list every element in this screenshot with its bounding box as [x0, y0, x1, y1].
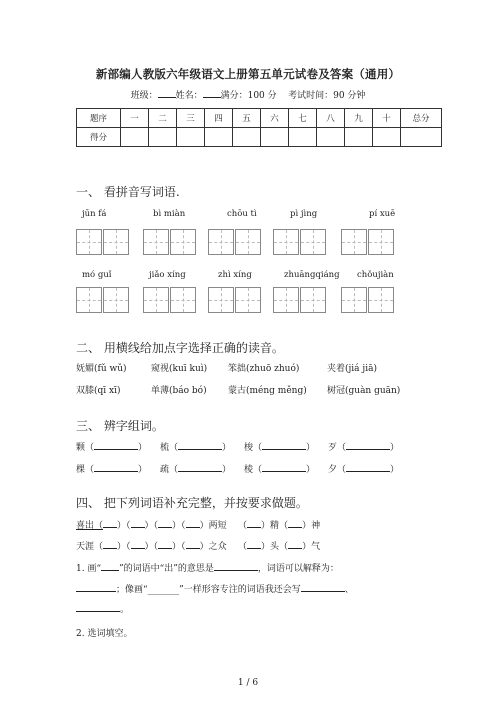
- idiom-blank[interactable]: [103, 539, 117, 549]
- writing-grid[interactable]: [76, 287, 130, 314]
- idiom-blank[interactable]: [131, 539, 145, 549]
- writing-grid[interactable]: [143, 229, 197, 256]
- idiom-line: [76, 539, 320, 552]
- word-blank[interactable]: [262, 440, 306, 450]
- char-label: 歹（: [328, 443, 347, 453]
- score-header-cell: 一: [121, 109, 149, 128]
- page-number: 1 / 6: [237, 678, 259, 688]
- pinyin: jūn fá: [82, 209, 107, 219]
- pinyin: pì jìng: [290, 209, 318, 219]
- idiom-text: 喜出（: [76, 521, 104, 531]
- word-blank[interactable]: [346, 440, 390, 450]
- word-blank-item: [160, 462, 231, 475]
- idiom-blank[interactable]: [288, 518, 302, 528]
- answer-blank[interactable]: [101, 561, 119, 571]
- section2-heading: 二、 用横线给加点字选择正确的读音。: [76, 341, 284, 355]
- idiom-text: ）（: [144, 521, 159, 531]
- question-text: 1. 画“: [76, 564, 102, 574]
- score-row: [77, 128, 442, 147]
- word-blank-item: [76, 462, 147, 475]
- close-paren: ）: [390, 443, 400, 453]
- score-header-cell: 三: [177, 109, 205, 128]
- score-cell[interactable]: [317, 128, 345, 147]
- question-text: 、: [344, 585, 354, 595]
- score-cell[interactable]: [373, 128, 401, 147]
- score-cell[interactable]: [261, 128, 289, 147]
- writing-grid[interactable]: [76, 229, 130, 256]
- score-cell[interactable]: [345, 128, 373, 147]
- close-paren: ）: [138, 465, 148, 475]
- pinyin: pí xuē: [369, 209, 396, 219]
- writing-grid[interactable]: [341, 229, 395, 256]
- word-blank[interactable]: [346, 462, 390, 472]
- score-header-cell: 十: [373, 109, 401, 128]
- reading-choice[interactable]: 笨拙(zhuō zhuó): [228, 364, 300, 374]
- close-paren: ）: [222, 443, 232, 453]
- score-header-cell: 二: [149, 109, 177, 128]
- idiom-blank[interactable]: [288, 539, 302, 549]
- question-1-end: [76, 602, 129, 615]
- answer-blank[interactable]: [76, 582, 116, 592]
- char-label: 颗（: [76, 443, 95, 453]
- char-label: 疏（: [160, 465, 179, 475]
- word-blank-item: [328, 462, 399, 475]
- word-blank[interactable]: [178, 440, 222, 450]
- reading-choice[interactable]: 窥视(kuī kuì): [151, 364, 208, 374]
- char-label: 梳（: [160, 443, 179, 453]
- reading-choice[interactable]: 树冠(guàn guān): [327, 386, 401, 396]
- idiom-text: ）（: [144, 542, 159, 552]
- score-cell[interactable]: [149, 128, 177, 147]
- reading-choice[interactable]: 妩媚(fǔ wǔ): [76, 364, 127, 374]
- idiom-blank[interactable]: [186, 539, 200, 549]
- score-cell[interactable]: [121, 128, 149, 147]
- idiom-blank[interactable]: [158, 539, 172, 549]
- score-cell[interactable]: [289, 128, 317, 147]
- score-header-cell: 七: [289, 109, 317, 128]
- question-1-cont: [76, 582, 354, 595]
- idiom-text: ）气: [302, 542, 321, 552]
- score-header-cell: 题序: [77, 109, 121, 128]
- idiom-text: 天涯（: [76, 542, 104, 552]
- name-blank[interactable]: [203, 88, 221, 98]
- writing-grid[interactable]: [273, 229, 327, 256]
- char-label: 梭（: [244, 443, 263, 453]
- answer-blank[interactable]: [214, 561, 258, 571]
- exam-time: 考试时间：90 分钟: [288, 91, 366, 101]
- question-2: 2. 选词填空。: [76, 629, 133, 639]
- writing-grid[interactable]: [273, 287, 327, 314]
- idiom-line: [76, 518, 320, 531]
- score-cell[interactable]: [401, 128, 442, 147]
- pinyin: zhì xíng: [218, 270, 252, 280]
- writing-grid[interactable]: [143, 287, 197, 314]
- full-score: 满分：100 分: [220, 91, 277, 101]
- score-cell[interactable]: [177, 128, 205, 147]
- idiom-blank[interactable]: [247, 539, 261, 549]
- score-header-cell: 五: [233, 109, 261, 128]
- char-label: 棱（: [244, 465, 263, 475]
- word-blank-item: [244, 440, 315, 453]
- idiom-blank[interactable]: [158, 518, 172, 528]
- close-paren: ）: [306, 443, 316, 453]
- word-blank-item: [244, 462, 315, 475]
- idiom-text: ）（: [172, 542, 186, 552]
- question-text: 。: [120, 605, 130, 615]
- score-table: [76, 108, 442, 147]
- answer-blank[interactable]: [76, 602, 120, 612]
- idiom-text: ）（: [172, 521, 186, 531]
- reading-choice[interactable]: 双膝(qī xī): [76, 386, 121, 396]
- word-blank-item: [160, 440, 231, 453]
- score-header-row: [77, 109, 442, 128]
- idiom-text: ）精（: [261, 521, 289, 531]
- question-1: [76, 561, 339, 574]
- name-label: 姓名：: [175, 91, 203, 101]
- word-blank-item: [328, 440, 399, 453]
- pinyin: jiǎo xíng: [149, 270, 186, 280]
- reading-choice[interactable]: 夹着(jiá jiā): [327, 364, 377, 374]
- pinyin: bì miàn: [153, 209, 186, 219]
- class-label: 班级：: [130, 91, 158, 101]
- question-text: ；像画“_______”一样形容专注的词语我还会写: [116, 585, 301, 595]
- score-header-cell: 八: [317, 109, 345, 128]
- writing-grid[interactable]: [208, 229, 262, 256]
- score-header-cell: 九: [345, 109, 373, 128]
- idiom-text: ）（: [117, 542, 131, 552]
- section1-heading: 一、 看拼音写词语.: [76, 185, 180, 199]
- pinyin: chǒujiàn: [357, 270, 394, 280]
- idiom-text: ）神: [302, 521, 321, 531]
- idiom-blank[interactable]: [103, 518, 117, 528]
- pinyin: zhuāngqiáng: [284, 270, 340, 280]
- close-paren: ）: [138, 443, 148, 453]
- word-blank-item: [76, 440, 147, 453]
- score-header-cell: 总分: [401, 109, 442, 128]
- idiom-text: ）两短: [199, 521, 227, 531]
- word-blank[interactable]: [262, 462, 306, 472]
- idiom-text: （: [238, 521, 248, 531]
- answer-blank[interactable]: [301, 582, 345, 592]
- class-blank[interactable]: [158, 88, 176, 98]
- idiom-blank[interactable]: [186, 518, 200, 528]
- score-header-cell: 四: [205, 109, 233, 128]
- close-paren: ）: [390, 465, 400, 475]
- close-paren: ）: [306, 465, 316, 475]
- idiom-text: ）之众: [199, 542, 227, 552]
- question-text: ，词语可以解释为：: [257, 564, 339, 574]
- close-paren: ）: [222, 465, 232, 475]
- word-blank[interactable]: [178, 462, 222, 472]
- writing-grid[interactable]: [208, 287, 262, 314]
- idiom-blank[interactable]: [131, 518, 145, 528]
- pinyin: mó guǐ: [82, 270, 112, 280]
- score-row-label: 得分: [77, 128, 121, 147]
- idiom-text: ）头（: [261, 542, 289, 552]
- question-text: ”的词语中“出”的意思是: [119, 564, 214, 574]
- idiom-text: （: [238, 542, 248, 552]
- section4-heading: 四、 把下列词语补充完整，并按要求做题。: [76, 496, 308, 510]
- char-label: 夕（: [328, 465, 347, 475]
- reading-choice[interactable]: 蒙古(méng měng): [228, 386, 307, 396]
- idiom-blank[interactable]: [247, 518, 261, 528]
- word-blank[interactable]: [94, 440, 138, 450]
- char-label: 棵（: [76, 465, 95, 475]
- score-header-cell: 六: [261, 109, 289, 128]
- exam-info: [0, 88, 496, 101]
- word-blank[interactable]: [94, 462, 138, 472]
- idiom-text: ）（: [117, 521, 131, 531]
- pinyin: chōu tì: [227, 209, 257, 219]
- section3-heading: 三、 辨字组词。: [76, 419, 164, 433]
- score-cell[interactable]: [205, 128, 233, 147]
- score-cell[interactable]: [233, 128, 261, 147]
- reading-choice[interactable]: 单薄(báo bó): [151, 386, 207, 396]
- writing-grid[interactable]: [341, 287, 395, 314]
- page-title: 新部编人教版六年级语文上册第五单元试卷及答案（通用）: [95, 67, 401, 81]
